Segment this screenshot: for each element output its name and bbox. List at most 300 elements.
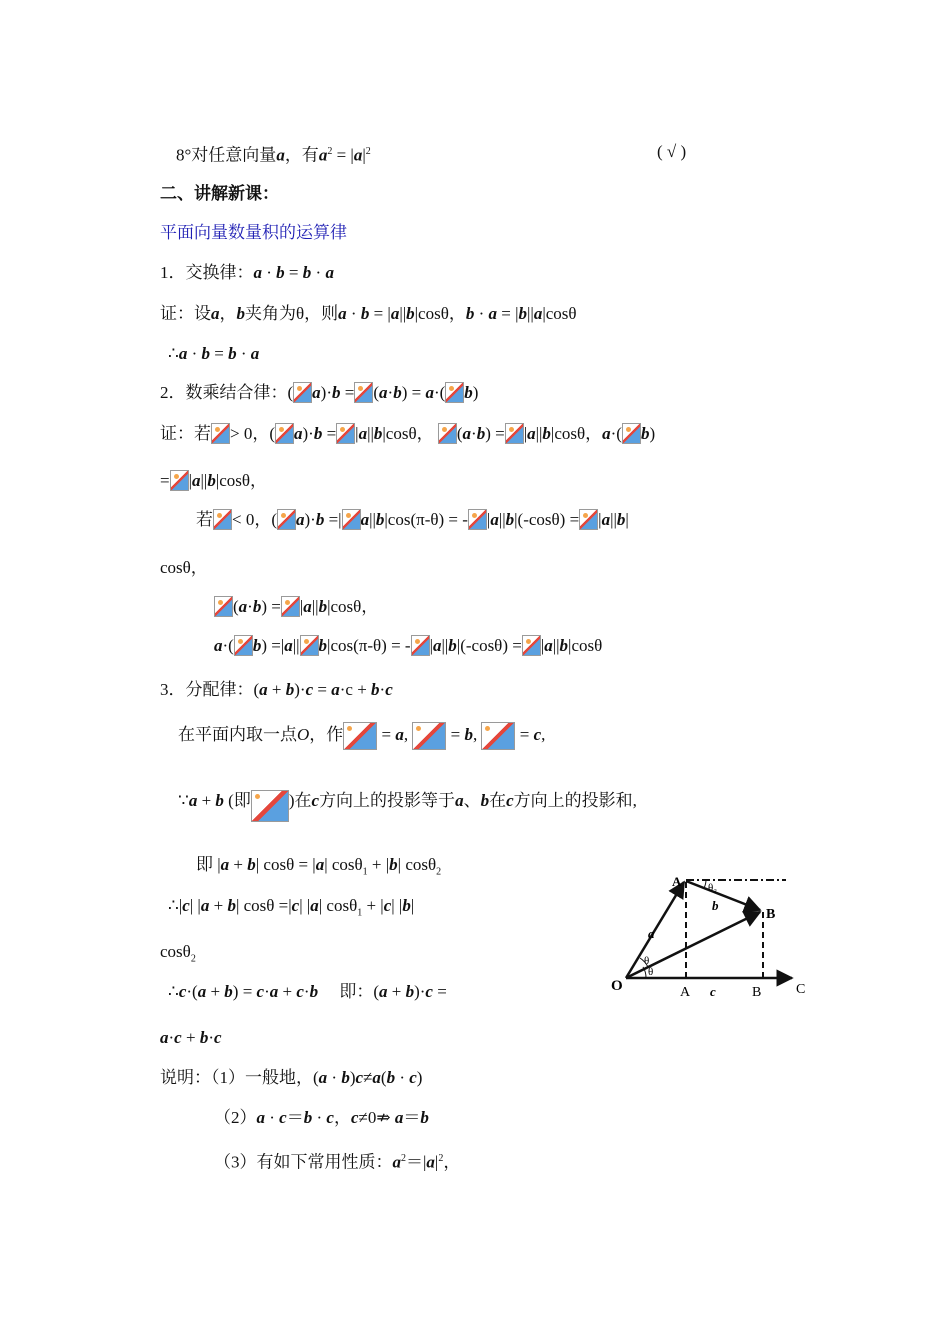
vector-b: b [315, 510, 325, 529]
text: |(-cosθ) = [514, 510, 580, 529]
superscript: 2 [365, 146, 371, 157]
vector-a: a [544, 636, 553, 655]
text: || [311, 597, 319, 616]
text: + [229, 855, 248, 874]
vector-a: a [490, 510, 499, 529]
text: ， [219, 304, 237, 323]
text: · [395, 1068, 410, 1087]
vector-a: a [488, 304, 498, 323]
text: 说明：（1）一般地，( [160, 1068, 319, 1087]
text: 8°对任意向量 [176, 145, 277, 165]
text: = [313, 680, 332, 699]
text: 2．数乘结合律：( [160, 383, 294, 402]
vector-ob-image-icon [251, 790, 289, 822]
text: · [327, 1068, 342, 1087]
text: )· [304, 510, 316, 529]
vector-b: b [465, 304, 475, 323]
text: )· [294, 680, 306, 699]
vector-a: a [312, 383, 321, 402]
text: = [377, 725, 396, 744]
text: · [387, 383, 394, 402]
text: 夹角为θ，则 [245, 304, 339, 323]
subscript: 1 [357, 907, 363, 919]
text: 方向上的投影等于 [319, 791, 456, 810]
text: ·c + [339, 680, 372, 699]
vector-b: b [476, 424, 486, 443]
vector-oa-image-icon [343, 722, 377, 750]
lambda-image-icon [622, 423, 641, 444]
text: )· [320, 383, 332, 402]
vector-a: a [462, 424, 472, 443]
vector-c: c [178, 982, 187, 1001]
text: + [209, 896, 228, 915]
check-mark: ( √ ) [657, 142, 687, 161]
text: | [625, 510, 629, 529]
text: | | [299, 896, 311, 915]
text: 1．交换律： [160, 263, 254, 282]
section-heading: 二、讲解新课： [160, 184, 279, 203]
vector-a: a [178, 344, 188, 363]
proof-negative-case-2 [214, 596, 378, 618]
vector-c: c [326, 1108, 334, 1127]
lambda-image-icon [275, 423, 294, 444]
text: || [441, 636, 449, 655]
text: | cosθ = | [255, 855, 316, 874]
text: , [403, 725, 409, 744]
lambda-image-icon [342, 509, 361, 530]
text: | cosθ [318, 896, 358, 915]
vector-b: b [224, 982, 233, 1001]
vector-b: b [252, 636, 262, 655]
vector-c: c [182, 896, 190, 915]
vector-b: b [276, 263, 285, 282]
text: )在 [288, 791, 312, 810]
text: = [322, 424, 337, 443]
text: ) = [232, 982, 257, 1001]
vector-a: a [331, 680, 340, 699]
text: , [541, 725, 546, 744]
vector-a: a [372, 1068, 381, 1087]
text: || [367, 424, 374, 443]
vector-c: c [213, 1028, 222, 1047]
label-vector-b: b [712, 898, 719, 913]
vector-a: a [425, 383, 434, 402]
text: 、 [463, 791, 481, 810]
text: || [399, 304, 407, 323]
vector-b: b [318, 597, 328, 616]
vector-c: c [311, 791, 320, 810]
vector-c: c [506, 791, 514, 810]
text: ) = [485, 424, 505, 443]
law-scalar-associative [160, 382, 478, 404]
text: ·( [222, 636, 234, 655]
vector-b: b [389, 855, 398, 874]
text: ·( [433, 383, 446, 402]
text: = [515, 725, 534, 744]
text: ( [233, 597, 239, 616]
vector-a: a [390, 304, 400, 323]
text: ) [472, 383, 479, 402]
vector-a: a [395, 725, 404, 744]
text: · [311, 263, 326, 282]
vector-a: a [602, 424, 611, 443]
vector-b: b [448, 636, 457, 655]
text: + [387, 982, 406, 1001]
conclusion-distributive-cont [160, 1027, 222, 1049]
text: = | [369, 304, 391, 323]
text: 即：( [318, 982, 379, 1001]
vector-b: b [247, 855, 256, 874]
note-2 [214, 1107, 429, 1129]
lambda-image-icon [522, 635, 541, 656]
text: · [474, 304, 489, 323]
vector-b-arrow [686, 881, 760, 910]
text: = [284, 263, 303, 282]
text: ) = [261, 597, 281, 616]
vector-b: b [542, 424, 551, 443]
vector-c: c [355, 1068, 364, 1087]
subscript: 2 [190, 953, 196, 965]
text: · [265, 1108, 280, 1127]
text: | [523, 424, 528, 443]
vector-a: a [394, 1108, 404, 1127]
text: ·( [186, 982, 198, 1001]
property-8-line [176, 141, 371, 167]
label-b-top: B [766, 907, 776, 922]
text: | [410, 896, 415, 915]
subscript: 1 [362, 866, 368, 878]
vector-c: c [385, 680, 393, 699]
construction-line [178, 722, 545, 750]
vector-a: a [259, 680, 268, 699]
vector-b: b [207, 471, 216, 490]
text: · [187, 344, 202, 363]
text: || [498, 510, 506, 529]
vector-a: a [601, 510, 611, 529]
vector-a: a [379, 383, 388, 402]
vector-b: b [616, 510, 626, 529]
vector-a: a [250, 344, 260, 363]
vector-c: c [305, 680, 314, 699]
text: || [527, 304, 534, 323]
text: ∵ [178, 791, 189, 810]
vector-b: b [318, 636, 328, 655]
text: ( [456, 424, 463, 443]
text: = [340, 383, 355, 402]
vector-a: a [238, 597, 248, 616]
superscript: 2 [438, 1153, 444, 1164]
vector-b: b [480, 791, 490, 810]
text: |cos(π-θ) = - [384, 510, 468, 529]
proof-positive-case [160, 423, 655, 445]
text: ＝ [403, 1108, 421, 1127]
text: | cosθ =| [235, 896, 292, 915]
vector-a: a [358, 424, 368, 443]
vector-b: b [309, 982, 319, 1001]
text: = | [332, 145, 354, 165]
vector-c: c [174, 1028, 182, 1047]
text: ·( [610, 424, 622, 443]
text: | [188, 471, 192, 490]
text: |cosθ， [382, 424, 434, 443]
text: )· [414, 982, 426, 1001]
text: 3．分配律：( [160, 680, 260, 699]
text: (即 [223, 791, 251, 810]
vector-c: c [279, 1108, 287, 1127]
law-distributive [160, 679, 393, 701]
text: ＝ [286, 1108, 304, 1127]
lambda-image-icon [211, 423, 230, 444]
vector-b: b [236, 304, 245, 323]
vector-a: a [360, 510, 370, 529]
text: 方向上的投影和, [513, 791, 637, 810]
lambda-image-icon [336, 423, 355, 444]
vector-a: a [379, 982, 388, 1001]
vector-b: b [464, 383, 473, 402]
vector-a: a [294, 424, 303, 443]
vector-a: a [188, 791, 198, 810]
vector-b: b [375, 510, 385, 529]
lambda-image-icon [579, 509, 598, 530]
text: | [540, 636, 545, 655]
lambda-image-icon [445, 382, 464, 403]
vector-a: a [256, 1108, 265, 1127]
text: = [210, 344, 229, 363]
vector-oc-image-icon [481, 722, 515, 750]
vector-a: a [318, 1068, 328, 1087]
law-commutative [160, 262, 334, 284]
lambda-image-icon [468, 509, 487, 530]
text: 证：设 [160, 304, 211, 323]
text: ∴ [168, 344, 179, 363]
lambda-image-icon [281, 596, 300, 617]
vector-a: a [310, 896, 319, 915]
vector-b: b [228, 344, 237, 363]
vector-b: b [393, 383, 402, 402]
lambda-image-icon [214, 596, 233, 617]
text: 证：若 [160, 424, 211, 443]
text: || [369, 510, 376, 529]
lambda-image-icon [300, 635, 319, 656]
lambda-image-icon [438, 423, 457, 444]
text: ( [380, 1068, 387, 1087]
text: |cosθ， [327, 597, 379, 616]
text: · [303, 982, 310, 1001]
lambda-image-icon [234, 635, 253, 656]
vector-c: c [383, 896, 392, 915]
vector-b: b [505, 510, 515, 529]
label-o: O [611, 978, 623, 994]
lambda-image-icon [505, 423, 524, 444]
vector-b: b [386, 1068, 396, 1087]
text: ≠0⇏ [358, 1108, 395, 1127]
vector-b: b [405, 982, 415, 1001]
text: ≠ [363, 1068, 373, 1087]
text: · [262, 263, 277, 282]
lambda-image-icon [411, 635, 430, 656]
text: · [471, 424, 477, 443]
text: || [292, 636, 300, 655]
text: ) [416, 1068, 423, 1087]
vector-b: b [640, 424, 650, 443]
vector-a: a [253, 263, 262, 282]
vector-c: c [291, 896, 300, 915]
vector-a: a [315, 855, 325, 874]
text-line [160, 941, 196, 970]
superscript: 2 [401, 1153, 406, 1164]
text: = | [497, 304, 519, 323]
proof-negative-case [196, 509, 629, 531]
text: + | [367, 855, 390, 874]
vector-b: b [420, 1108, 429, 1127]
text: ∴| [168, 896, 183, 915]
vector-c: c [409, 1068, 417, 1087]
label-a-bottom: A [680, 985, 691, 1000]
text: | [486, 510, 491, 529]
superscript: 2 [327, 146, 333, 157]
label-theta-2: θ₂ [708, 882, 718, 894]
vector-b: b [402, 896, 411, 915]
vector-b: b [199, 1028, 209, 1047]
text: · [346, 304, 361, 323]
vector-a: a [296, 510, 305, 529]
proof-commutative [160, 303, 577, 325]
text: ) = [401, 383, 426, 402]
topic-title: 平面向量数量积的运算律 [160, 223, 347, 242]
vector-c: c [533, 725, 542, 744]
vector-b: b [201, 344, 210, 363]
text: | [355, 424, 359, 443]
text: · [379, 680, 386, 699]
proof-negative-case-3 [214, 635, 602, 657]
vector-c: c [256, 982, 265, 1001]
vector-projection-diagram [608, 868, 813, 1000]
vector-a: a [200, 896, 210, 915]
text: ， [333, 1108, 351, 1127]
text: | [429, 636, 433, 655]
vector-a: a [192, 471, 201, 490]
text: | [299, 597, 304, 616]
vector-a: a [318, 145, 328, 165]
vector-c: c [350, 1108, 359, 1127]
label-vector-a: a [648, 926, 655, 941]
vector-a: a [455, 791, 464, 810]
vector-b: b [285, 680, 295, 699]
note-1 [160, 1067, 422, 1089]
label-theta-1: θ [648, 966, 654, 978]
label-theta: θ [644, 955, 650, 967]
text: 若 [196, 510, 213, 529]
text: 在 [489, 791, 507, 810]
text: | [598, 510, 602, 529]
vector-a: a [214, 636, 223, 655]
vector-a: a [284, 636, 293, 655]
lambda-image-icon [170, 470, 189, 491]
vector-b: b [332, 383, 341, 402]
text: ) [649, 424, 656, 443]
text: ， [443, 1152, 461, 1172]
text: || [200, 471, 208, 490]
text: ，作 [309, 725, 344, 744]
text: + [181, 1028, 200, 1047]
subscript: 2 [436, 866, 442, 878]
equation-projection [196, 854, 441, 883]
vector-a: a [160, 1028, 169, 1047]
text: |cosθ， [550, 424, 603, 443]
vector-b: b [252, 597, 262, 616]
note-3 [214, 1148, 460, 1174]
vector-b: b [302, 263, 312, 282]
vector-b: b [559, 636, 569, 655]
text: |cosθ， [414, 304, 466, 323]
lambda-image-icon [354, 382, 373, 403]
text: ( [373, 383, 380, 402]
vector-c: c [296, 982, 304, 1001]
text: · [208, 1028, 214, 1047]
vector-a: a [392, 1152, 401, 1172]
text: （2） [214, 1108, 257, 1127]
text: < 0，( [232, 510, 277, 529]
vector-b: b [313, 424, 323, 443]
conclusion-distributive [168, 981, 447, 1003]
vector-a: a [353, 145, 363, 165]
vector-a: a [325, 263, 334, 282]
text: , [472, 725, 478, 744]
label-c-point: C [796, 982, 806, 997]
text: )· [302, 424, 314, 443]
text: |cos(π-θ) = - [327, 636, 411, 655]
text: || [535, 424, 543, 443]
vector-a: a [432, 636, 442, 655]
vector-a: a [527, 424, 536, 443]
vector-b: b [464, 725, 473, 744]
label-a-top: A [672, 874, 682, 889]
text: · [168, 1028, 175, 1047]
text: || [610, 510, 617, 529]
text: | | [189, 896, 201, 915]
text: |cosθ， [215, 471, 268, 490]
text: | cosθ [324, 855, 363, 874]
text-line: cosθ， [160, 558, 208, 577]
text: |(-cosθ) = [456, 636, 522, 655]
vector-b: b [215, 791, 224, 810]
text: 在平面内取一点 [178, 725, 297, 744]
lambda-image-icon [293, 382, 312, 403]
vector-a: a [276, 145, 285, 165]
point-o: O [297, 725, 310, 744]
text: + [267, 680, 286, 699]
text: = [432, 982, 447, 1001]
vector-a: a [211, 304, 220, 323]
lambda-image-icon [213, 509, 232, 530]
vector-a: a [269, 982, 279, 1001]
text: 即 | [196, 855, 221, 874]
text: = [160, 471, 170, 490]
vector-b: b [341, 1068, 350, 1087]
text: | cosθ [397, 855, 437, 874]
text: = [446, 725, 465, 744]
vector-a: a [533, 304, 543, 323]
label-vector-c: c [710, 984, 716, 999]
label-b-bottom: B [752, 985, 762, 1000]
vector-b: b [518, 304, 528, 323]
vector-a: a [338, 304, 347, 323]
vector-b: b [360, 304, 370, 323]
proof-positive-case-cont [160, 470, 267, 492]
vector-b: b [227, 896, 236, 915]
text: ∴ [168, 982, 179, 1001]
vector-c: c [425, 982, 433, 1001]
